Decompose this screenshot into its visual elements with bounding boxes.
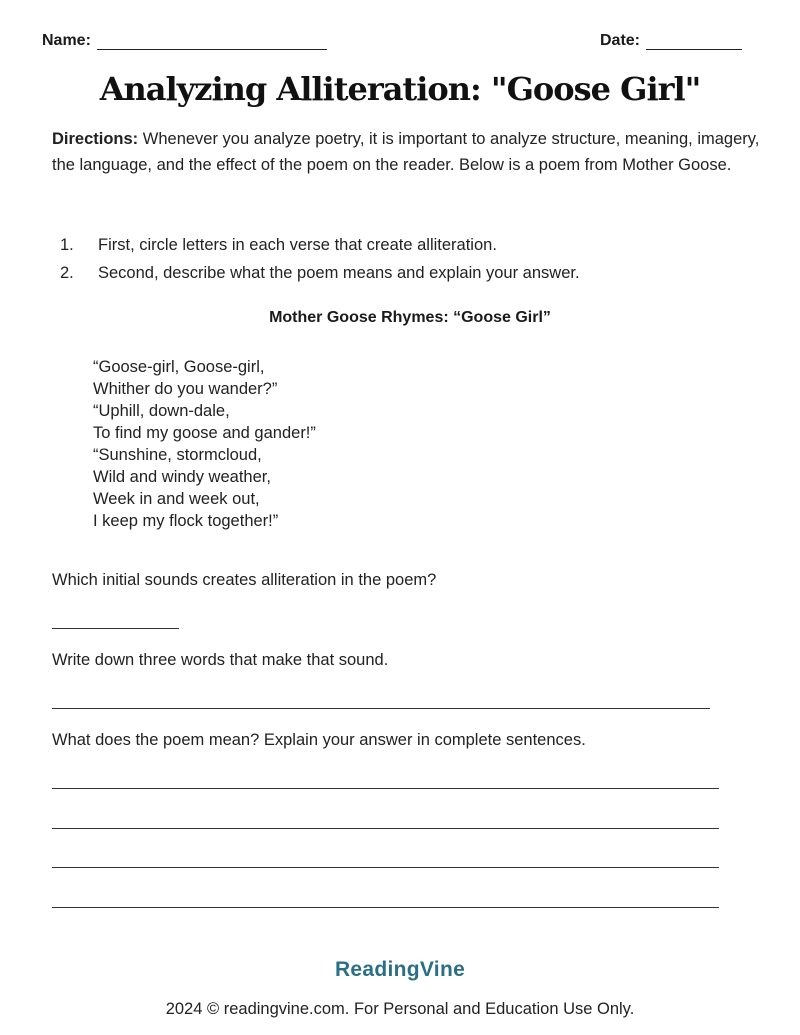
question-2: Write down three words that make that sound.	[52, 651, 389, 669]
poem-line: To find my goose and gander!”	[93, 424, 316, 442]
readingvine-logo: ReadingVine	[334, 958, 466, 981]
poem-line: Wild and windy weather,	[93, 468, 271, 486]
step-number: 2.	[60, 264, 74, 282]
date-label: Date:	[599, 32, 640, 49]
answer-line-3b[interactable]	[52, 828, 719, 829]
answer-line-3a[interactable]	[52, 788, 719, 789]
name-field	[42, 32, 327, 50]
poem-line: “Uphill, down-dale,	[93, 402, 230, 420]
question-3: What does the poem mean? Explain your answer in complete sentences.	[52, 731, 586, 749]
date-field	[600, 32, 742, 50]
poem-title: Mother Goose Rhymes: “Goose Girl”	[269, 309, 551, 326]
answer-line-3c[interactable]	[52, 867, 719, 868]
list-item	[52, 259, 772, 287]
answer-line-3d[interactable]	[52, 907, 719, 908]
step-text: Second, describe what the poem means and explain your answer.	[98, 264, 580, 282]
answer-line-1[interactable]	[52, 628, 179, 629]
date-blank-line[interactable]	[646, 34, 742, 50]
directions	[52, 126, 772, 178]
poem-line: “Sunshine, stormcloud,	[93, 446, 262, 464]
header-row	[42, 32, 742, 56]
list-item	[52, 231, 772, 259]
poem-line: Week in and week out,	[93, 490, 260, 508]
answer-line-2[interactable]	[52, 708, 710, 709]
step-text: First, circle letters in each verse that create alliteration.	[98, 236, 497, 254]
page-title: Analyzing Alliteration: "Goose Girl"	[99, 70, 701, 108]
poem-line: Whither do you wander?”	[93, 380, 278, 398]
step-number: 1.	[60, 236, 74, 254]
directions-label: Directions:	[52, 130, 139, 148]
poem	[93, 356, 316, 532]
steps-list	[52, 231, 772, 287]
question-1: Which initial sounds creates alliteration in the poem?	[52, 571, 437, 589]
name-blank-line[interactable]	[97, 34, 327, 50]
poem-line: I keep my flock together!”	[93, 512, 279, 530]
name-label: Name:	[42, 32, 91, 49]
footer-text: 2024 © readingvine.com. For Personal and Education Use Only.	[165, 1000, 635, 1018]
poem-line: “Goose-girl, Goose-girl,	[93, 358, 265, 376]
directions-text: Whenever you analyze poetry, it is important to analyze structure, meaning, imagery, the language, and the effect of the poem on the reader. Below is a poem from Mother Goose.	[52, 130, 760, 174]
